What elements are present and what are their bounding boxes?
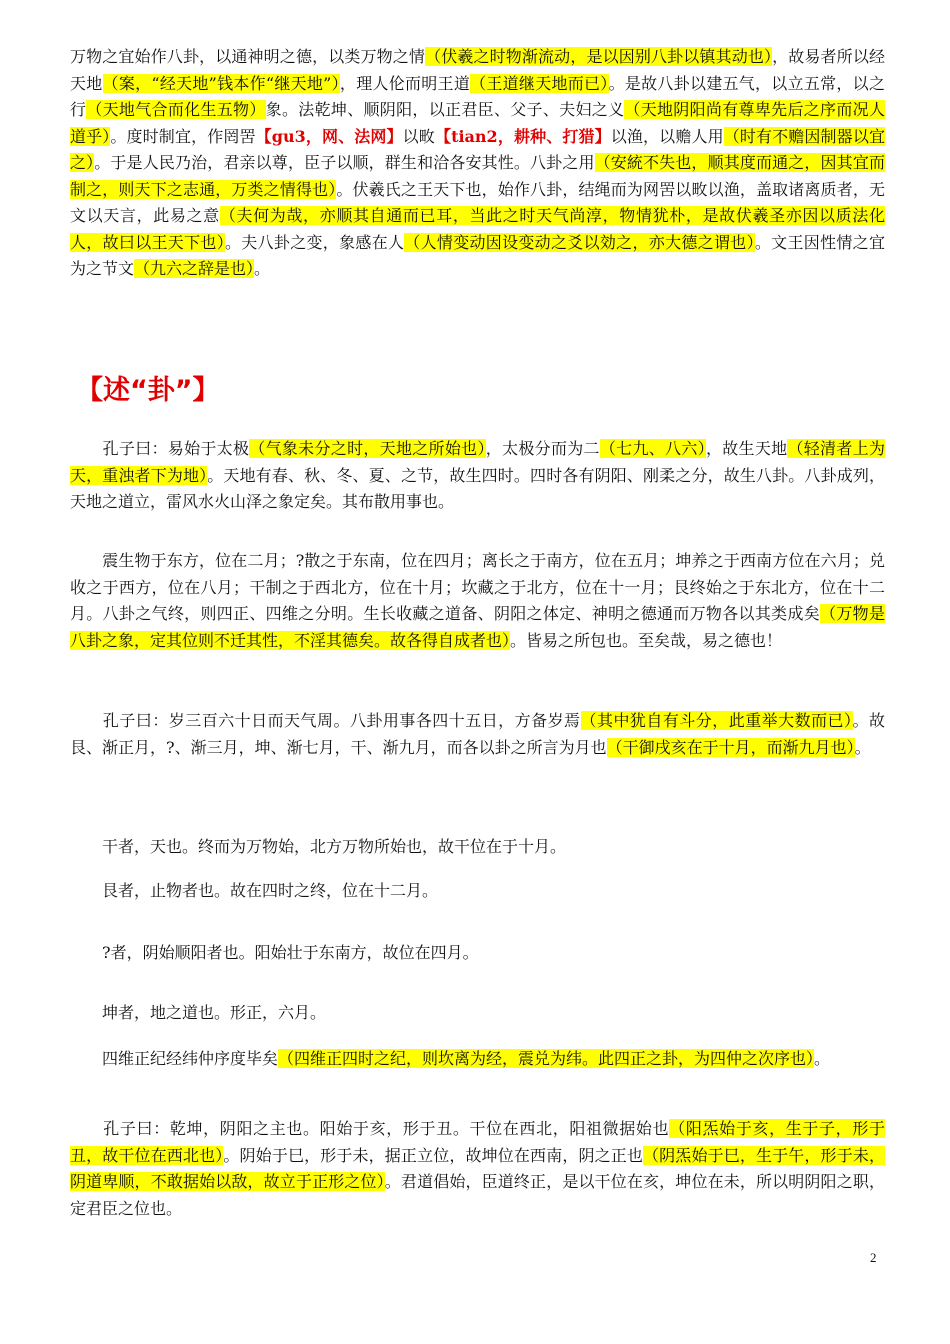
text-segment: ，故易者所以经天地 (70, 47, 885, 93)
pronunciation-note: 【tian2，耕种、打猎】 (434, 126, 611, 146)
text-segment: 以畋 (402, 126, 435, 146)
paragraph-siwei (70, 1046, 885, 1073)
annotation-note: （气象未分之时，天地之所始也） (249, 439, 486, 458)
text-segment: 。度时制宜，作罔罟 (110, 126, 256, 146)
annotation-note: （安統不失也，顺其度而通之，因其宜而制之，则天下之志通，万类之情得也） (70, 153, 885, 199)
paragraph-kun (70, 1000, 885, 1027)
annotation-note: （夫何为哉，亦顺其自通而已耳，当此之时天气尚淳，物情犹朴，是故伏羲圣亦因以质法化人，故曰以王天下也） (70, 206, 885, 252)
annotation-note: （轻清者上为天，重浊者下为地） (70, 439, 885, 485)
annotation-note: （阳炁始于亥，生于子，形于丑，故干位在西北也） (70, 1119, 885, 1165)
text-segment: 。文王因性情之宜为之节文 (70, 232, 885, 278)
annotation-note: （万物是八卦之象，定其位则不迁其性，不淫其德矣。故各得自成者也） (70, 604, 885, 650)
paragraph-xun (70, 940, 885, 967)
annotation-note: （天地气合而化生五物） (86, 100, 266, 119)
section-heading: 【述“卦”】 (76, 375, 220, 406)
annotation-note: （案，“经天地”钱本作“继天地”） (102, 73, 340, 93)
text-segment: 。是故八卦以建五气，以立五常，以之行 (70, 73, 885, 119)
paragraph-sui (70, 708, 885, 761)
text-segment: 震生物于东方，位在二月；?散之于东南，位在四月；离长之于南方，位在五月；坤养之于西南方位在六月；兑收之于西方，位在八月；干制之于西北方，位在十月；坎藏之于北方，位在十一月；艮终始之于东北方，位在十二月。八卦之气终，则四正、四维之分明。生长收藏之道备、阴阳之体定、神明之德通而万物各以其类成矣 (70, 551, 885, 623)
annotation-note: （九六之辞是也） (134, 259, 255, 278)
text-segment: 。天地有春、秋、冬、夏、之节，故生四时。四时各有阴阳、刚柔之分，故生八卦。八卦成列，天地之道立，雷风水火山泽之象定矣。其布散用事也。 (70, 465, 885, 511)
annotation-note: （四维正四时之纪，则坎离为经，震兑为纬。此四正之卦，为四仲之次序也） (278, 1049, 815, 1068)
text-segment: 。夫八卦之变，象感在人 (225, 232, 405, 252)
text-segment: ，太极分而为二 (485, 439, 600, 458)
annotation-note: （阴炁始于巳，生于午，形于未，阴道卑顺，不敢据始以敌，故立于正形之位） (70, 1145, 885, 1191)
text-segment: 孔子曰：乾坤，阴阳之主也。阳始于亥，形于丑。干位在西北，阳祖微据始也 (70, 1119, 670, 1138)
text-segment: 。于是人民乃治，君亲以尊，臣子以顺，群生和洽各安其性。八卦之用 (94, 153, 595, 172)
text-segment: 。 (814, 1049, 831, 1068)
text-segment: 。阴始于巳，形于未，据正立位，故坤位在西南，阴之正也 (223, 1145, 644, 1165)
annotation-note: （人情变动因设变动之爻以効之，亦大德之谓也） (404, 232, 755, 252)
annotation-note: （七九、八六） (599, 439, 706, 458)
text-segment: 孔子曰：岁三百六十日而天气周。八卦用事各四十五日，方备岁焉 (70, 711, 581, 730)
paragraph-gan (70, 834, 885, 861)
text-segment: 。 (254, 259, 271, 278)
page-number: 2 (870, 1250, 877, 1265)
annotation-note: （王道继天地而已） (470, 73, 609, 93)
text-segment: 以渔，以赡人用 (610, 126, 724, 146)
text-segment: ，理人伦而明王道 (339, 73, 471, 93)
text-segment: 干者，天也。终而为万物始，北方万物所始也，故干位在于十月。 (70, 837, 567, 856)
annotation-note: （天地阴阳尚有尊卑先后之序而况人道乎） (70, 100, 885, 146)
paragraph-qiankun (70, 1116, 885, 1222)
text-segment: 。故艮、渐正月，?、渐三月，坤、渐七月，干、渐九月，而各以卦之所言为月也 (70, 711, 885, 757)
paragraph-taiji (70, 436, 885, 516)
text-segment: 。 (854, 737, 871, 757)
text-segment: 坤者，地之道也。形正，六月。 (70, 1003, 327, 1022)
annotation-note: （伏羲之时物渐流动，是以因别八卦以镇其动也） (425, 47, 773, 66)
annotation-note: （干御戌亥在于十月，而渐九月也） (606, 737, 855, 757)
annotation-note: （其中犹自有斗分，此重举大数而已） (580, 711, 853, 730)
text-segment: 艮者，止物者也。故在四时之终，位在十二月。 (70, 881, 439, 900)
text-segment: ?者，阴始顺阳者也。阳始壮于东南方，故位在四月。 (70, 943, 479, 962)
annotation-note: （时有不赡因制器以宜之） (70, 126, 885, 172)
text-segment: 万物之宜始作八卦，以通神明之德，以类万物之情 (70, 47, 426, 66)
text-segment: 。君道倡始，臣道终正，是以干位在亥，坤位在未，所以明阴阳之职，定君臣之位也。 (70, 1172, 885, 1218)
paragraph-zhen (70, 548, 885, 654)
text-segment: ，故生天地 (705, 439, 788, 458)
pronunciation-note: 【gu3，网、法网】 (255, 126, 403, 146)
paragraph-gen (70, 878, 885, 905)
paragraph-intro (70, 44, 885, 283)
text-segment: 。皆易之所包也。至矣哉，易之德也！ (510, 630, 783, 650)
text-segment: 孔子曰：易始于太极 (70, 439, 250, 458)
text-segment: 。伏羲氏之王天下也，始作八卦，结绳而为网罟以畋以渔，盖取诸离质者，无文以天言，此易之意 (70, 179, 885, 225)
text-segment: 象。法乾坤、顺阴阳，以正君臣、父子、夫妇之义 (265, 100, 625, 119)
text-segment: 四维正纪经纬仲序度毕矣 (70, 1049, 279, 1068)
